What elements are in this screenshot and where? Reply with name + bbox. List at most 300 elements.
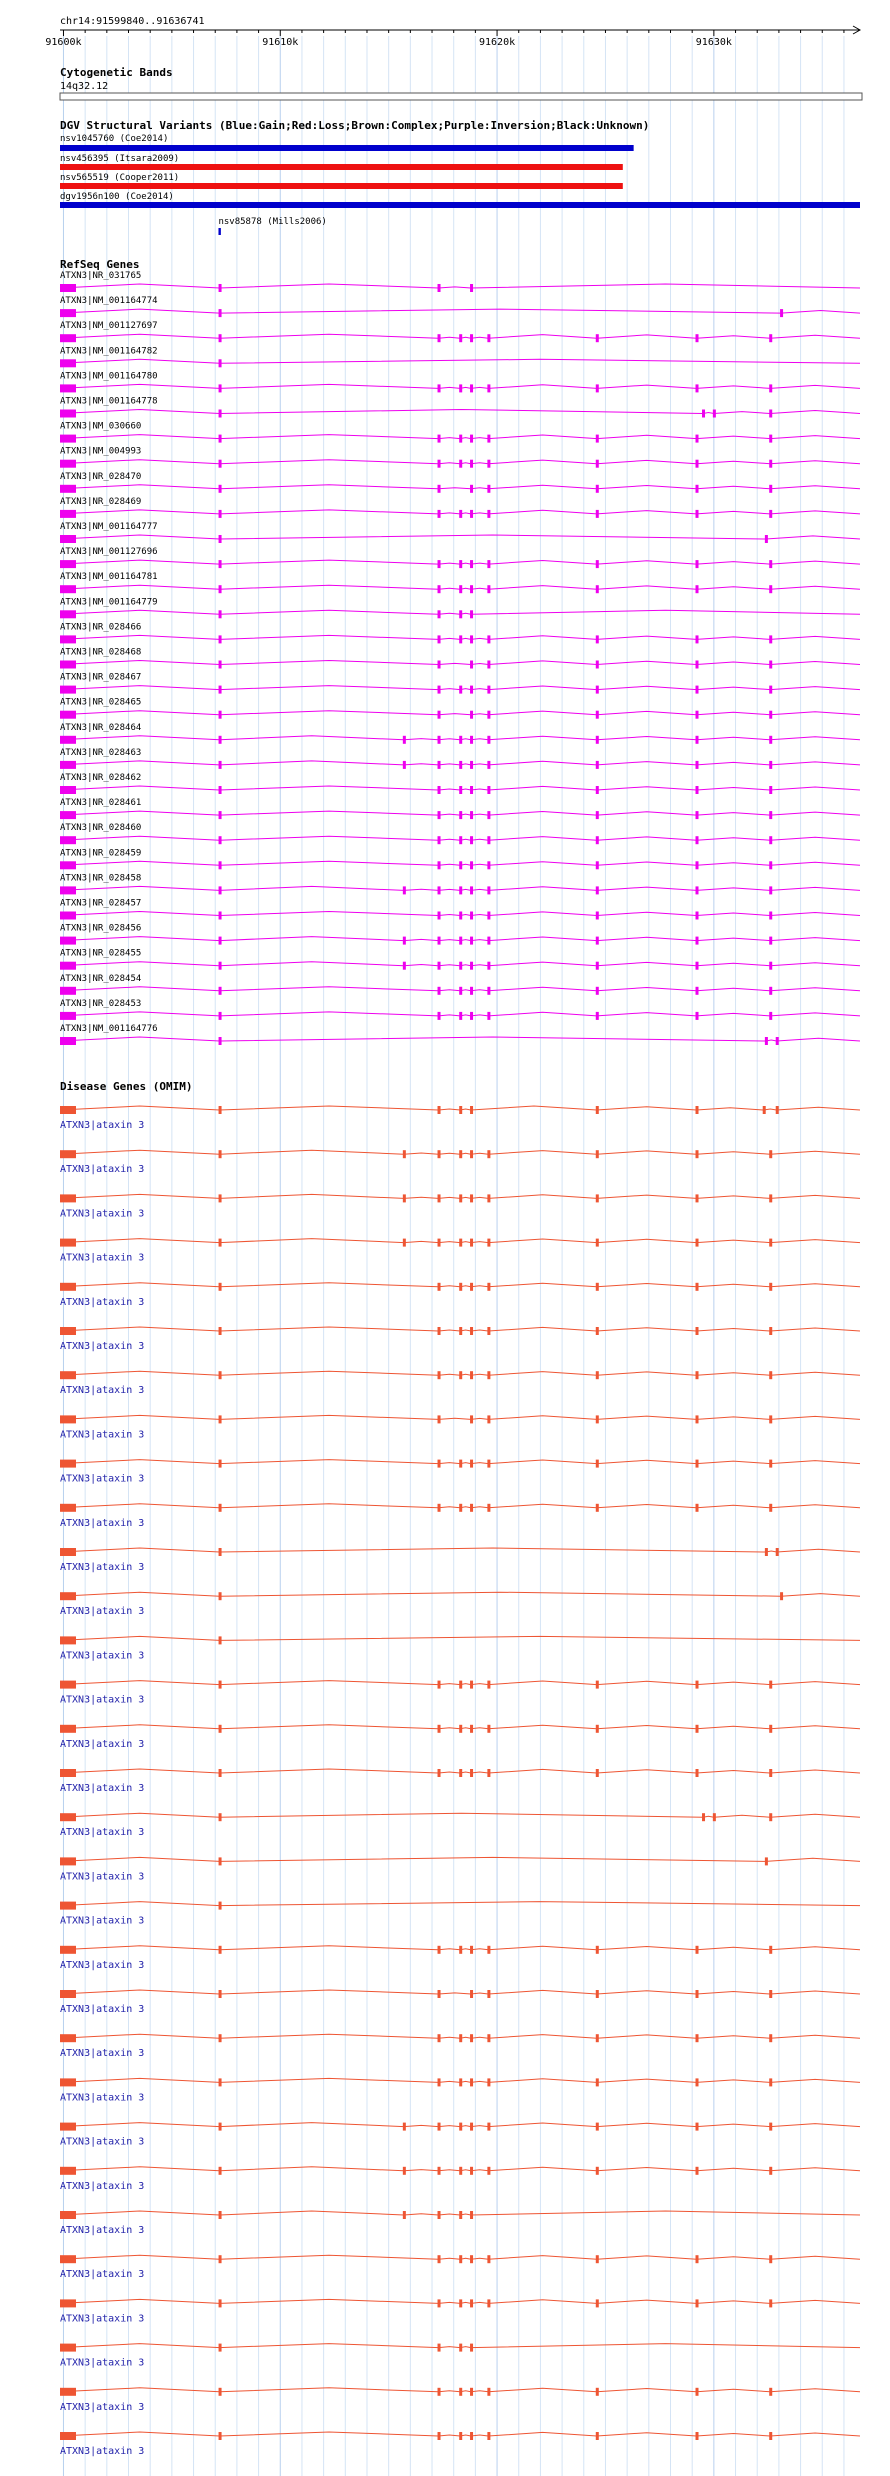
utr-block [60, 2344, 76, 2352]
exon-block [470, 1012, 473, 1020]
exon-block [696, 1283, 699, 1291]
exon-block [596, 836, 599, 844]
utr-block [60, 560, 76, 568]
exon-block [769, 460, 772, 468]
omim-track [60, 1080, 860, 2457]
exon-block [487, 1283, 490, 1291]
exon-block [470, 1725, 473, 1733]
exon-block [459, 1327, 462, 1335]
exon-block [219, 334, 222, 342]
omim-gene-label: ATXN3|ataxin 3 [60, 1738, 145, 1750]
ruler-tick-label: 91610k [262, 37, 299, 48]
utr-block [60, 962, 76, 970]
omim-gene-label: ATXN3|ataxin 3 [60, 1429, 145, 1441]
exon-block [487, 2123, 490, 2131]
exon-block [438, 1150, 441, 1158]
utr-block [60, 510, 76, 518]
exon-block [487, 560, 490, 568]
exon-block [769, 1504, 772, 1512]
refseq-transcript-label: ATXN3|NR_028455 [60, 948, 142, 959]
exon-block [470, 1327, 473, 1335]
exon-block [769, 661, 772, 669]
exon-block [438, 1681, 441, 1689]
intron-line [60, 284, 860, 288]
exon-block [459, 635, 462, 643]
exon-block [487, 661, 490, 669]
exon-block [438, 736, 441, 744]
exon-block [403, 2167, 406, 2175]
exon-block [769, 1150, 772, 1158]
exon-block [403, 2211, 406, 2219]
exon-block [696, 711, 699, 719]
exon-block [438, 334, 441, 342]
utr-block [60, 1725, 76, 1733]
exon-block [769, 410, 772, 418]
refseq-transcript-label: ATXN3|NM_004993 [60, 446, 142, 457]
omim-gene-label: ATXN3|ataxin 3 [60, 2004, 145, 2015]
exon-block [696, 1681, 699, 1689]
exon-block [219, 1150, 222, 1158]
exon-block [219, 1769, 222, 1777]
exon-block [470, 1194, 473, 1202]
utr-block [60, 736, 76, 744]
exon-block [459, 585, 462, 593]
exon-block [765, 1548, 768, 1556]
refseq-transcript-label: ATXN3|NR_028464 [60, 722, 142, 733]
exon-block [470, 1504, 473, 1512]
exon-block [696, 861, 699, 869]
dgv-variant-bar [60, 145, 634, 151]
omim-gene-label: ATXN3|ataxin 3 [60, 1959, 145, 1971]
exon-block [219, 886, 222, 894]
exon-block [487, 2078, 490, 2086]
refseq-transcript-label: ATXN3|NM_001164781 [60, 572, 158, 583]
exon-block [470, 1371, 473, 1379]
exon-block [438, 661, 441, 669]
exon-block [713, 410, 716, 418]
exon-block [487, 2388, 490, 2396]
exon-block [219, 1037, 222, 1045]
exon-block [487, 987, 490, 995]
exon-block [776, 1106, 779, 1114]
exon-block [769, 384, 772, 392]
exon-block [219, 1902, 222, 1910]
exon-block [219, 1990, 222, 1998]
exon-block [487, 1415, 490, 1423]
exon-block [438, 2167, 441, 2175]
exon-block [470, 1990, 473, 1998]
exon-block [596, 1012, 599, 1020]
exon-block [438, 1769, 441, 1777]
exon-block [696, 510, 699, 518]
dgv-variant-label: dgv1956n100 (Coe2014) [60, 192, 174, 202]
omim-gene-label: ATXN3|ataxin 3 [60, 1120, 145, 1131]
exon-block [696, 1990, 699, 1998]
exon-block [769, 485, 772, 493]
exon-block [769, 635, 772, 643]
exon-block [696, 1012, 699, 1020]
refseq-transcript-label: ATXN3|NR_028468 [60, 647, 142, 658]
intron-line [60, 485, 860, 489]
exon-block [596, 2432, 599, 2440]
exon-block [487, 1012, 490, 1020]
exon-block [438, 836, 441, 844]
exon-block [696, 485, 699, 493]
exon-block [596, 987, 599, 995]
refseq-transcript-label: ATXN3|NM_001164778 [60, 396, 158, 407]
exon-block [596, 1327, 599, 1335]
exon-block [459, 2255, 462, 2263]
exon-block [696, 811, 699, 819]
exon-block [459, 761, 462, 769]
exon-block [438, 1106, 441, 1114]
exon-block [219, 410, 222, 418]
utr-block [60, 1548, 76, 1556]
exon-block [459, 384, 462, 392]
exon-block [438, 937, 441, 945]
exon-block [438, 635, 441, 643]
exon-block [696, 2255, 699, 2263]
utr-block [60, 1037, 76, 1045]
intron-line [60, 410, 860, 414]
intron-line [60, 1592, 860, 1596]
exon-block [696, 1106, 699, 1114]
exon-block [459, 1504, 462, 1512]
exon-block [769, 2167, 772, 2175]
exon-block [776, 1548, 779, 1556]
exon-block [596, 1239, 599, 1247]
exon-block [470, 1239, 473, 1247]
utr-block [60, 2123, 76, 2131]
exon-block [470, 460, 473, 468]
exon-block [470, 2211, 473, 2219]
exon-block [696, 661, 699, 669]
utr-block [60, 1681, 76, 1689]
exon-block [459, 2167, 462, 2175]
exon-block [459, 886, 462, 894]
exon-block [596, 460, 599, 468]
omim-gene-label: ATXN3|ataxin 3 [60, 1385, 145, 1397]
exon-block [438, 1327, 441, 1335]
exon-block [438, 987, 441, 995]
exon-block [696, 2123, 699, 2131]
exon-block [470, 384, 473, 392]
exon-block [696, 2299, 699, 2307]
omim-gene-label: ATXN3|ataxin 3 [60, 1517, 145, 1529]
exon-block [403, 937, 406, 945]
omim-gene-label: ATXN3|ataxin 3 [60, 2092, 145, 2104]
exon-block [470, 761, 473, 769]
exon-block [696, 686, 699, 694]
exon-block [459, 836, 462, 844]
exon-block [459, 786, 462, 794]
refseq-transcript-label: ATXN3|NM_001164774 [60, 296, 158, 307]
exon-block [219, 962, 222, 970]
exon-block [487, 1460, 490, 1468]
exon-block [470, 962, 473, 970]
exon-block [596, 635, 599, 643]
exon-block [438, 1239, 441, 1247]
omim-gene-label: ATXN3|ataxin 3 [60, 1341, 145, 1352]
utr-block [60, 1150, 76, 1158]
exon-block [696, 1504, 699, 1512]
exon-block [487, 686, 490, 694]
exon-block [219, 1592, 222, 1600]
exon-block [596, 811, 599, 819]
exon-block [769, 987, 772, 995]
exon-block [487, 435, 490, 443]
exon-block [438, 1725, 441, 1733]
refseq-transcript-label: ATXN3|NR_028453 [60, 998, 142, 1009]
omim-gene-label: ATXN3|ataxin 3 [60, 2225, 145, 2236]
exon-block [219, 711, 222, 719]
intron-line [60, 1813, 860, 1817]
exon-block [459, 1946, 462, 1954]
exon-block [696, 2078, 699, 2086]
exon-block [487, 2255, 490, 2263]
exon-block [769, 2432, 772, 2440]
exon-block [219, 761, 222, 769]
exon-block [487, 1194, 490, 1202]
exon-block [219, 836, 222, 844]
exon-block [438, 2299, 441, 2307]
refseq-transcript-label: ATXN3|NM_001164779 [60, 597, 158, 608]
exon-block [219, 2123, 222, 2131]
exon-block [696, 1769, 699, 1777]
omim-gene-label: ATXN3|ataxin 3 [60, 1208, 145, 1220]
exon-block [702, 1813, 705, 1821]
omim-gene-label: ATXN3|ataxin 3 [60, 1871, 145, 1883]
refseq-transcript-label: ATXN3|NM_001127696 [60, 547, 158, 558]
exon-block [596, 334, 599, 342]
utr-block [60, 661, 76, 669]
exon-block [403, 1150, 406, 1158]
exon-block [696, 937, 699, 945]
refseq-transcript-label: ATXN3|NM_001164780 [60, 371, 158, 382]
exon-block [403, 886, 406, 894]
exon-block [596, 1460, 599, 1468]
exon-block [765, 535, 768, 543]
utr-block [60, 1769, 76, 1777]
exon-block [696, 635, 699, 643]
exon-block [596, 661, 599, 669]
exon-block [219, 1548, 222, 1556]
utr-block [60, 359, 76, 367]
utr-block [60, 761, 76, 769]
exon-block [459, 811, 462, 819]
exon-block [438, 610, 441, 618]
exon-block [696, 987, 699, 995]
utr-block [60, 1239, 76, 1247]
exon-block [696, 2388, 699, 2396]
exon-block [470, 485, 473, 493]
exon-block [596, 560, 599, 568]
exon-block [403, 1239, 406, 1247]
exon-block [470, 811, 473, 819]
omim-gene-label: ATXN3|ataxin 3 [60, 2446, 145, 2457]
refseq-transcript-label: ATXN3|NM_001164776 [60, 1024, 158, 1034]
refseq-transcript-label: ATXN3|NR_028461 [60, 798, 142, 809]
cytoband-track [60, 66, 862, 100]
exon-block [596, 1415, 599, 1423]
intron-line [60, 1548, 860, 1552]
position-grid [63, 36, 843, 2476]
utr-block [60, 1283, 76, 1291]
exon-block [459, 610, 462, 618]
exon-block [438, 786, 441, 794]
exon-block [470, 1681, 473, 1689]
refseq-track [60, 258, 860, 1045]
exon-block [219, 1239, 222, 1247]
exon-block [219, 1106, 222, 1114]
exon-block [596, 886, 599, 894]
utr-block [60, 410, 76, 418]
exon-block [696, 2167, 699, 2175]
utr-block [60, 1415, 76, 1423]
exon-block [470, 2388, 473, 2396]
refseq-transcript-label: ATXN3|NM_001164777 [60, 522, 158, 532]
exon-block [219, 535, 222, 543]
exon-block [403, 2123, 406, 2131]
exon-block [459, 435, 462, 443]
exon-block [219, 686, 222, 694]
exon-block [438, 2211, 441, 2219]
exon-block [596, 2123, 599, 2131]
exon-block [470, 786, 473, 794]
exon-block [487, 761, 490, 769]
utr-block [60, 1012, 76, 1020]
exon-block [470, 1769, 473, 1777]
refseq-transcript-label: ATXN3|NR_028469 [60, 496, 142, 507]
exon-block [487, 1681, 490, 1689]
utr-block [60, 786, 76, 794]
exon-block [596, 1194, 599, 1202]
omim-gene-label: ATXN3|ataxin 3 [60, 1783, 145, 1794]
exon-block [487, 736, 490, 744]
exon-block [596, 962, 599, 970]
exon-block [470, 2299, 473, 2307]
exon-block [596, 2078, 599, 2086]
exon-block [696, 786, 699, 794]
exon-block [219, 309, 222, 317]
exon-block [219, 1327, 222, 1335]
exon-block [470, 1106, 473, 1114]
exon-block [696, 736, 699, 744]
exon-block [696, 384, 699, 392]
exon-block [596, 1946, 599, 1954]
exon-block [459, 1283, 462, 1291]
exon-block [596, 510, 599, 518]
exon-block [470, 2432, 473, 2440]
omim-gene-label: ATXN3|ataxin 3 [60, 1915, 145, 1927]
exon-block [438, 686, 441, 694]
omim-gene-label: ATXN3|ataxin 3 [60, 2136, 145, 2148]
exon-block [487, 836, 490, 844]
exon-block [219, 1283, 222, 1291]
exon-block [219, 460, 222, 468]
dgv-variant-label: nsv1045760 (Coe2014) [60, 134, 169, 144]
exon-block [438, 1283, 441, 1291]
exon-block [696, 1327, 699, 1335]
exon-block [470, 912, 473, 920]
exon-block [219, 2078, 222, 2086]
refseq-transcript-label: ATXN3|NR_028454 [60, 973, 142, 984]
exon-block [769, 1813, 772, 1821]
exon-block [459, 1769, 462, 1777]
exon-block [769, 736, 772, 744]
exon-block [470, 836, 473, 844]
utr-block [60, 2432, 76, 2440]
exon-block [596, 1990, 599, 1998]
refseq-transcript-label: ATXN3|NM_001127697 [60, 321, 158, 332]
exon-block [438, 585, 441, 593]
exon-block [219, 1857, 222, 1865]
exon-block [219, 786, 222, 794]
exon-block [470, 610, 473, 618]
exon-block [769, 811, 772, 819]
exon-block [470, 2167, 473, 2175]
omim-gene-label: ATXN3|ataxin 3 [60, 1473, 145, 1485]
utr-block [60, 1946, 76, 1954]
exon-block [776, 1037, 779, 1045]
utr-block [60, 1990, 76, 1998]
refseq-transcript-label: ATXN3|NR_028465 [60, 697, 142, 708]
refseq-transcript-label: ATXN3|NR_028470 [60, 471, 142, 482]
exon-block [470, 2123, 473, 2131]
exon-block [459, 937, 462, 945]
utr-block [60, 1857, 76, 1865]
dgv-variant-bar [218, 228, 220, 235]
exon-block [219, 811, 222, 819]
utr-block [60, 987, 76, 995]
exon-block [403, 736, 406, 744]
exon-block [596, 937, 599, 945]
exon-block [596, 1504, 599, 1512]
utr-block [60, 811, 76, 819]
utr-block [60, 2078, 76, 2086]
refseq-transcript-label: ATXN3|NR_028467 [60, 672, 142, 683]
region-label: chr14:91599840..91636741 [60, 16, 205, 27]
exon-block [219, 359, 222, 367]
omim-gene-label: ATXN3|ataxin 3 [60, 1827, 145, 1839]
exon-block [219, 1415, 222, 1423]
exon-block [219, 1460, 222, 1468]
utr-block [60, 1106, 76, 1114]
exon-block [596, 912, 599, 920]
exon-block [596, 485, 599, 493]
utr-block [60, 937, 76, 945]
refseq-transcript-label: ATXN3|NM_030660 [60, 421, 142, 432]
intron-line [60, 1037, 860, 1041]
exon-block [459, 2344, 462, 2352]
exon-block [438, 485, 441, 493]
utr-block [60, 1504, 76, 1512]
exon-block [769, 912, 772, 920]
utr-block [60, 886, 76, 894]
dgv-variant-bar [60, 164, 623, 170]
exon-block [487, 786, 490, 794]
exon-block [696, 1371, 699, 1379]
refseq-transcript-label: ATXN3|NM_001164782 [60, 346, 158, 357]
omim-gene-label: ATXN3|ataxin 3 [60, 2313, 145, 2325]
exon-block [769, 686, 772, 694]
dgv-features [60, 134, 860, 235]
exon-block [438, 1415, 441, 1423]
exon-block [438, 384, 441, 392]
dgv-variant-label: nsv456395 (Itsara2009) [60, 154, 180, 164]
exon-block [769, 2388, 772, 2396]
exon-block [438, 811, 441, 819]
